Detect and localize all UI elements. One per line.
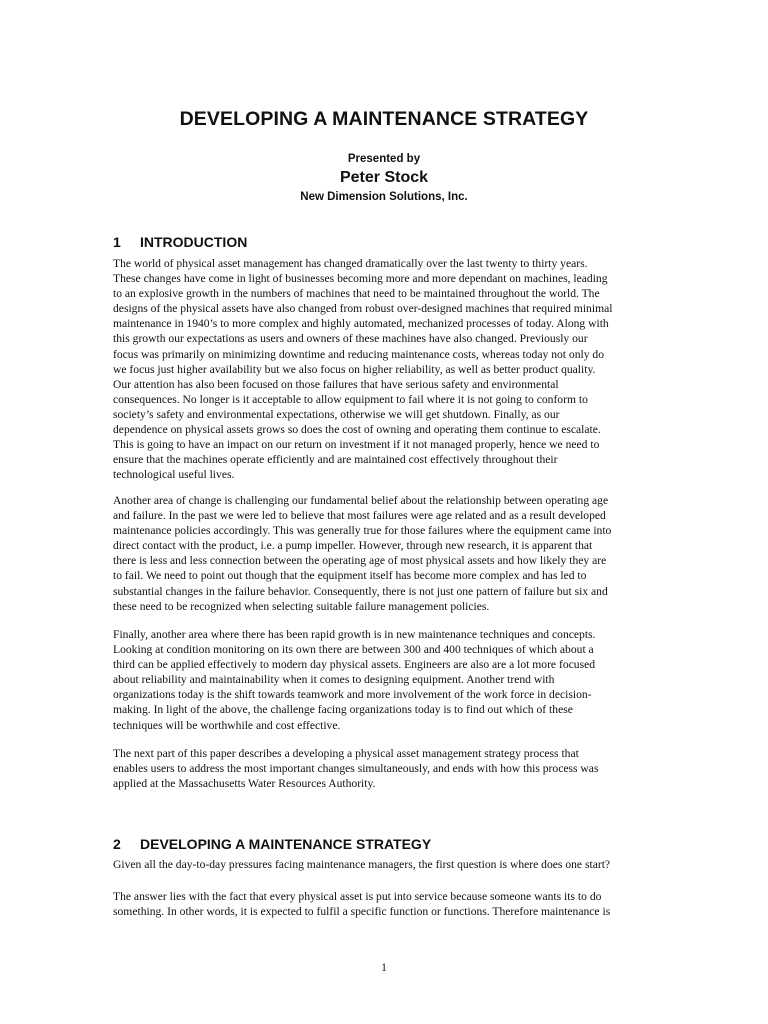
text-line: dependence on physical assets grows so does the cost of owning and operating them continue to escalate. [113, 423, 601, 437]
text-line: Our attention has also been focused on those failures that have serious safety and environmental [113, 377, 559, 391]
text-line: about reliability and maintainability when it comes to designing equipment. Another trend with [113, 673, 555, 687]
text-line: maintenance policies accordingly. This was generally true for those failures where the equipment came into [113, 524, 612, 538]
text-line: this growth our expectations as users and owners of these machines have also changed. Previously our [113, 332, 588, 346]
text-line: The next part of this paper describes a developing a physical asset management strategy process that [113, 747, 579, 760]
text-line: Another area of change is challenging our fundamental belief about the relationship between operating age [113, 494, 609, 507]
text-line: Given all the day-to-day pressures facing maintenance managers, the first question is where does one start? [113, 858, 611, 871]
section-heading-introduction [113, 234, 247, 250]
text-line: we focus just higher availability but we also focus on higher reliability, as well as better product quality. [113, 362, 596, 376]
text-line: technological useful lives. [113, 468, 235, 482]
text-line: society’s safety and environmental expectations, otherwise we will get shutdown. Finally, as our [113, 407, 560, 421]
text-line: The answer lies with the fact that every physical asset is put into service because someone wants its to do [113, 890, 602, 903]
author-name: Peter Stock [339, 169, 429, 186]
section-number: 1 [113, 234, 121, 250]
paragraph [113, 889, 661, 919]
text-line: Finally, another area where there has been rapid growth is in new maintenance techniques and concepts. [113, 628, 596, 641]
paragraph [113, 493, 661, 614]
text-line: and failure. In the past we were led to believe that most failures were age related and as a result developed [113, 509, 606, 523]
text-line: third can be applied effectively to modern day physical assets. Engineers are also are a lot more focused [113, 658, 596, 672]
paragraph [113, 256, 661, 482]
paragraph [113, 746, 661, 791]
text-line: Looking at condition monitoring on its own there are between 300 and 400 techniques of which about a [113, 643, 594, 657]
text-line: ensure that the machines operate efficiently and are maintained cost effectively throughout their [113, 453, 558, 467]
section-number: 2 [113, 836, 121, 852]
text-line: something. In other words, it is expected to fulfil a specific function or functions. Therefore maintenance is [113, 905, 611, 919]
text-line: substantial changes in the failure behavior. Consequently, there is not just one pattern of failure but six and [113, 584, 608, 598]
text-line: making. In light of the above, the challenge facing organizations today is to find out which of these [113, 703, 573, 717]
document-title: DEVELOPING A MAINTENANCE STRATEGY [179, 108, 589, 130]
text-line: maintenance in 1940’s to more complex and highly automated, mechanized processes of today. Along with [113, 317, 609, 331]
text-line: applied at the Massachusetts Water Resources Authority. [113, 777, 376, 791]
section-title: DEVELOPING A MAINTENANCE STRATEGY [140, 836, 432, 852]
text-line: techniques will be worthwhile and cost effective. [113, 718, 341, 732]
section-heading-maintenance-strategy [113, 836, 431, 852]
presented-by-label: Presented by [347, 153, 421, 165]
text-line: enables users to address the most important changes simultaneously, and ends with how this process was [113, 762, 599, 776]
text-line: to fail. We need to point out though that the equipment itself has become more complex and has led to [113, 569, 587, 583]
text-line: The world of physical asset management has changed dramatically over the last twenty to thirty years. [113, 257, 588, 270]
page-number: 1 [381, 962, 387, 974]
paragraph [113, 627, 661, 733]
text-line: there is less and less connection between the operating age of most physical assets and how likely they are [113, 554, 607, 568]
paragraph [113, 857, 661, 872]
text-line: focus was primarily on minimizing downtime and reducing maintenance costs, whereas today not only do [113, 347, 605, 361]
text-line: direct contact with the product, i.e. a pump impeller. However, through new research, it is apparent that [113, 539, 593, 553]
text-line: This is going to have an impact on our return on investment if it not managed properly, hence we need to [113, 438, 600, 452]
text-line: to an explosive growth in the numbers of machines that need to be maintained throughout the world. The [113, 287, 600, 301]
section-title: INTRODUCTION [140, 234, 248, 250]
text-line: organizations today is the shift towards teamwork and more involvement of the work force in decision- [113, 688, 592, 702]
text-line: designs of the physical assets have also changed from robust over-designed machines that required minimal [113, 302, 613, 316]
text-line: consequences. No longer is it acceptable to allow equipment to fail where it is not going to conform to [113, 392, 588, 406]
text-line: these need to be recognized when selecting suitable failure management policies. [113, 599, 490, 613]
text-line: These changes have come in light of businesses becoming more and more dependant on machines, leading [113, 272, 608, 286]
organization-name: New Dimension Solutions, Inc. [300, 191, 468, 203]
